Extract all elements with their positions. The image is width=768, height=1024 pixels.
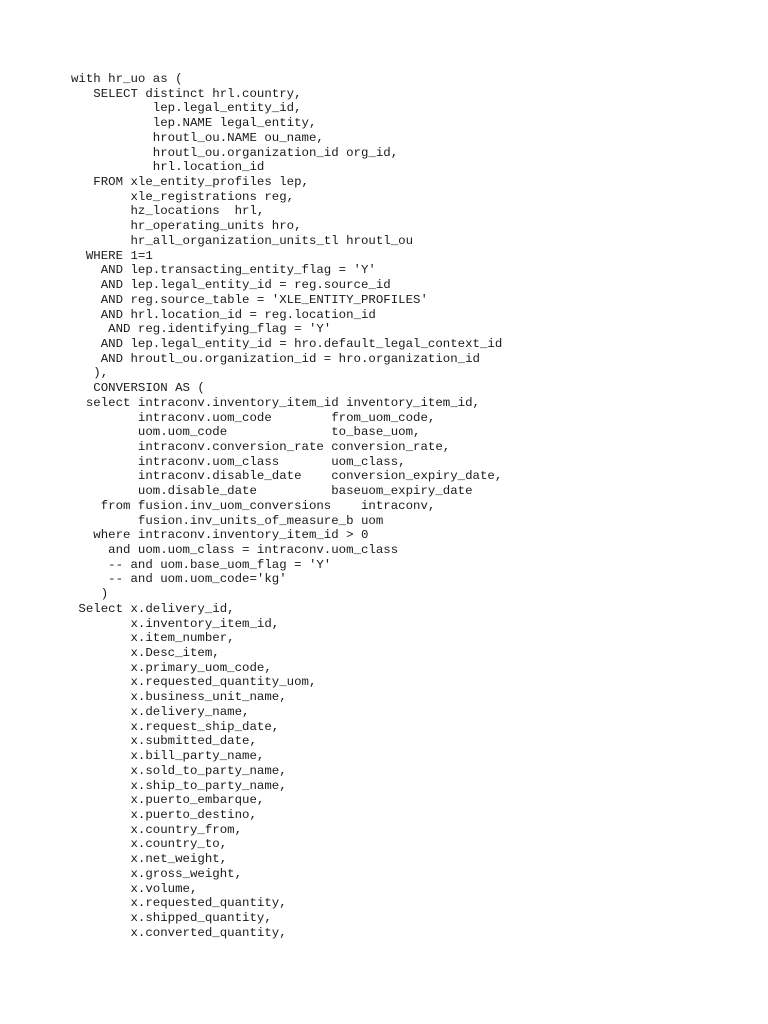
code-line: x.country_to, (71, 837, 228, 852)
code-line: x.delivery_name, (71, 704, 250, 719)
code-line: x.gross_weight, (71, 866, 243, 881)
code-line: x.item_number, (71, 631, 235, 646)
code-line: xle_registrations reg, (71, 189, 295, 204)
code-line: x.business_unit_name, (71, 690, 287, 705)
code-line: x.puerto_embarque, (71, 793, 265, 808)
code-line: AND lep.legal_entity_id = reg.source_id (71, 278, 391, 293)
code-line: hz_locations hrl, (71, 204, 265, 219)
code-line: x.request_ship_date, (71, 719, 280, 734)
code-line: intraconv.uom_class uom_class, (71, 454, 406, 469)
code-line: x.submitted_date, (71, 734, 257, 749)
code-line: AND hroutl_ou.organization_id = hro.organization_id (71, 351, 480, 366)
code-line: AND reg.source_table = 'XLE_ENTITY_PROFILES' (71, 292, 428, 307)
code-line: x.requested_quantity, (71, 896, 287, 911)
code-line: AND lep.transacting_entity_flag = 'Y' (71, 263, 376, 278)
code-line: hroutl_ou.NAME ou_name, (71, 130, 324, 145)
code-line: x.Desc_item, (71, 646, 220, 661)
code-line: hr_operating_units hro, (71, 219, 302, 234)
code-line: from fusion.inv_uom_conversions intraconv, (71, 498, 436, 513)
code-line: uom.disable_date baseuom_expiry_date (71, 484, 473, 499)
code-line: -- and uom.base_uom_flag = 'Y' (71, 557, 332, 572)
code-line: uom.uom_code to_base_uom, (71, 425, 421, 440)
code-line: hrl.location_id (71, 160, 265, 175)
code-line: WHERE 1=1 (71, 248, 153, 263)
code-line: AND reg.identifying_flag = 'Y' (71, 322, 332, 337)
code-line: hroutl_ou.organization_id org_id, (71, 145, 399, 160)
code-line: x.primary_uom_code, (71, 660, 272, 675)
code-line: x.volume, (71, 881, 198, 896)
code-line: AND hrl.location_id = reg.location_id (71, 307, 376, 322)
code-line: x.ship_to_party_name, (71, 778, 287, 793)
code-line: lep.NAME legal_entity, (71, 116, 317, 131)
code-line: Select x.delivery_id, (71, 601, 235, 616)
code-line: x.inventory_item_id, (71, 616, 280, 631)
code-line: FROM xle_entity_profiles lep, (71, 175, 309, 190)
code-line: x.bill_party_name, (71, 749, 265, 764)
code-line: x.net_weight, (71, 852, 228, 867)
code-line: CONVERSION AS ( (71, 381, 205, 396)
code-line: ) (71, 587, 109, 602)
code-line: select intraconv.inventory_item_id inventory_item_id, (71, 395, 480, 410)
code-line: fusion.inv_units_of_measure_b uom (71, 513, 384, 528)
code-line: -- and uom.uom_code='kg' (71, 572, 287, 587)
code-line: x.converted_quantity, (71, 925, 287, 940)
code-line: x.sold_to_party_name, (71, 763, 287, 778)
code-line: ), (71, 366, 109, 381)
sql-code-block (71, 72, 502, 940)
code-line: and uom.uom_class = intraconv.uom_class (71, 543, 399, 557)
code-line: intraconv.conversion_rate conversion_rate, (71, 439, 451, 454)
code-line: x.country_from, (71, 822, 243, 837)
code-line: x.shipped_quantity, (71, 910, 272, 925)
code-line: where intraconv.inventory_item_id > 0 (71, 528, 369, 543)
code-line: AND lep.legal_entity_id = hro.default_legal_context_id (71, 336, 503, 351)
code-line: intraconv.disable_date conversion_expiry_date, (71, 469, 503, 484)
code-line: x.requested_quantity_uom, (71, 675, 317, 690)
code-line: x.puerto_destino, (71, 807, 257, 822)
code-line: intraconv.uom_code from_uom_code, (71, 410, 436, 425)
code-line: with hr_uo as ( (71, 72, 183, 86)
code-line: SELECT distinct hrl.country, (71, 86, 302, 101)
code-line: lep.legal_entity_id, (71, 101, 302, 116)
code-line: hr_all_organization_units_tl hroutl_ou (71, 233, 414, 248)
